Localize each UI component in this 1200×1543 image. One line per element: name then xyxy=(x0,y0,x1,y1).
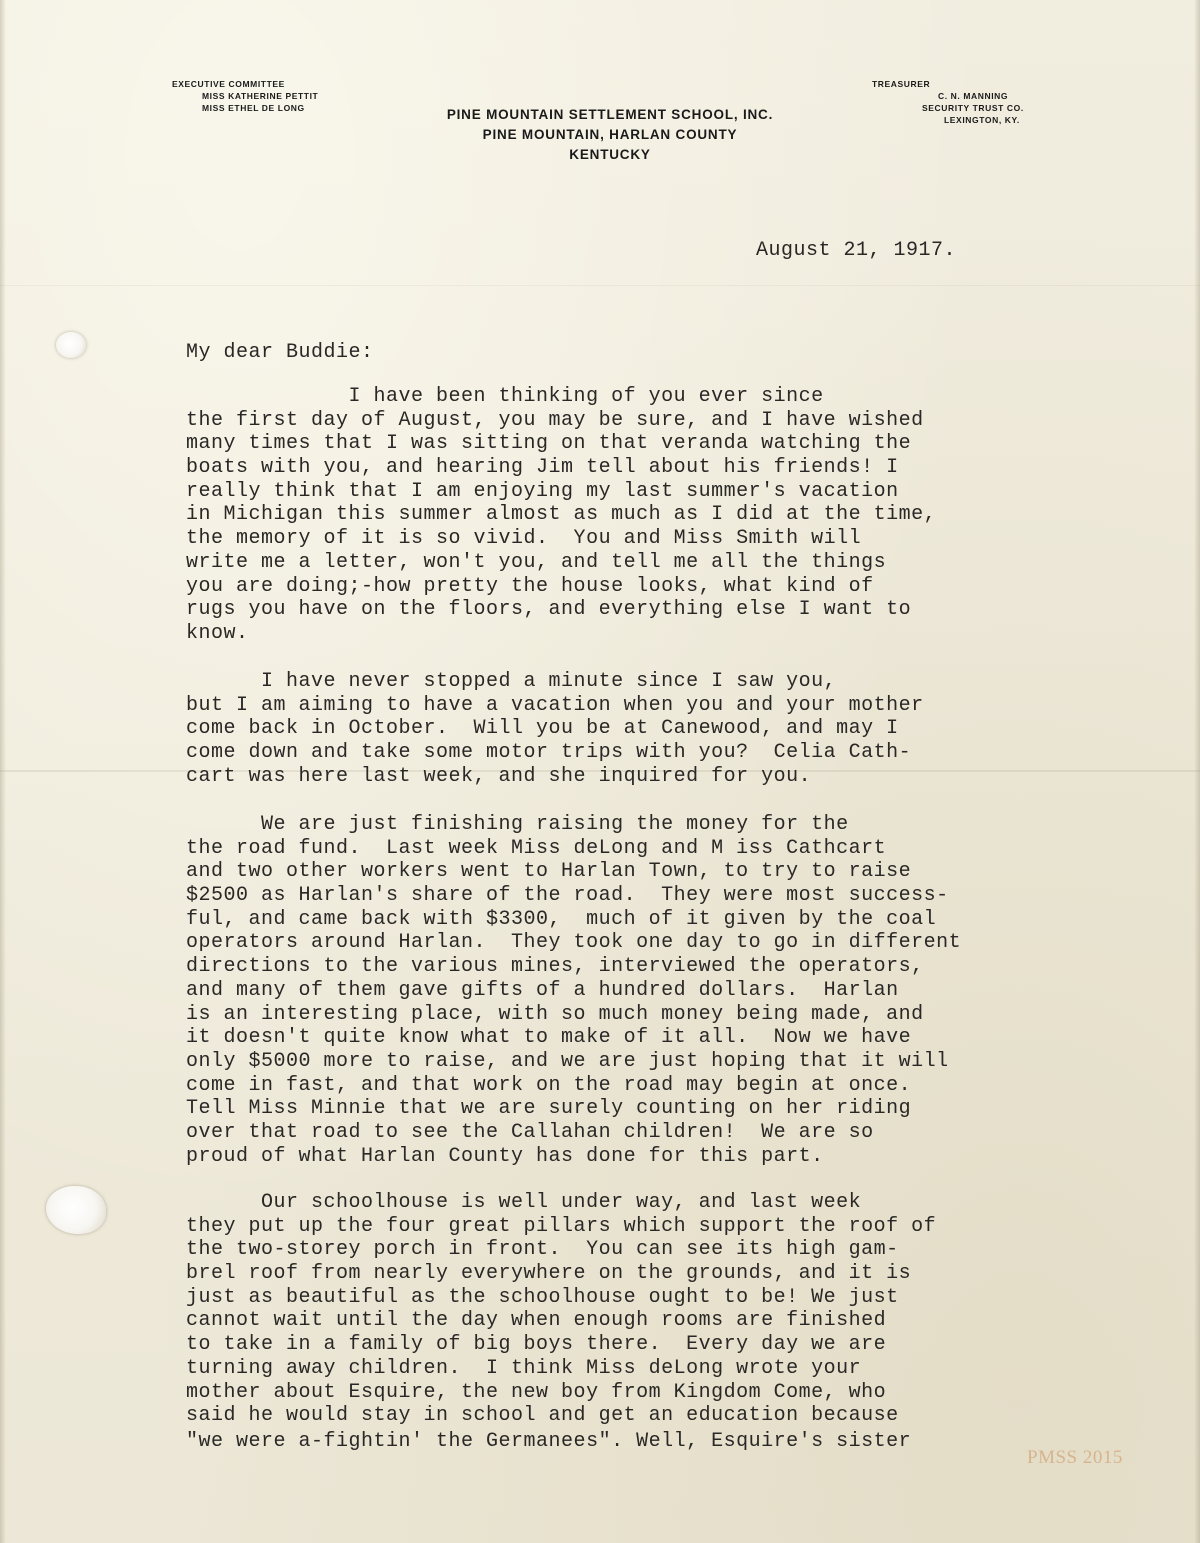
punched-hole xyxy=(56,332,86,358)
text-line: but I am aiming to have a vacation when you and your mother xyxy=(186,693,924,717)
text-line: mother about Esquire, the new boy from Kingdom Come, who xyxy=(186,1380,887,1404)
text-line: the first day of August, you may be sure, and I have wished xyxy=(186,408,924,432)
text-line: I have never stopped a minute since I saw you, xyxy=(186,670,837,693)
text-line: they put up the four great pillars which support the roof of xyxy=(186,1214,937,1238)
text-line: proud of what Harlan County has done for this part. xyxy=(186,1144,824,1168)
paragraph xyxy=(186,670,924,788)
text-line: Tell Miss Minnie that we are surely counting on her riding xyxy=(186,1097,912,1121)
treasurer-title: TREASURER xyxy=(872,79,931,89)
text-line: and two other workers went to Harlan Town, to try to raise xyxy=(186,860,912,884)
text-line: write me a letter, won't you, and tell me all the things xyxy=(186,550,887,574)
text-line: brel roof from nearly everywhere on the grounds, and it is xyxy=(186,1262,912,1286)
school-location: PINE MOUNTAIN, HARLAN COUNTY xyxy=(482,127,738,142)
text-line: Our schoolhouse is well under way, and last week xyxy=(186,1191,862,1214)
paragraph xyxy=(186,813,961,1168)
paragraph xyxy=(186,385,936,646)
text-line: over that road to see the Callahan children! We are so xyxy=(186,1120,874,1144)
executive-committee-block xyxy=(172,78,318,114)
text-line: $2500 as Harlan's share of the road. They were most success- xyxy=(186,884,949,908)
text-line: operators around Harlan. They took one day to go in different xyxy=(186,931,962,955)
text-line: come back in October. Will you be at Canewood, and may I xyxy=(186,717,899,741)
text-line: said he would stay in school and get an education because xyxy=(186,1404,899,1428)
committee-title: EXECUTIVE COMMITTEE xyxy=(172,79,285,89)
paragraph xyxy=(186,1191,936,1456)
text-line: directions to the various mines, interviewed the operators, xyxy=(186,955,924,979)
salutation: My dear Buddie: xyxy=(186,341,374,364)
text-line: it doesn't quite know what to make of it all. Now we have xyxy=(186,1026,912,1050)
text-line: I have been thinking of you ever since xyxy=(186,385,824,408)
text-line: just as beautiful as the schoolhouse ought to be! We just xyxy=(186,1285,899,1309)
committee-member: MISS ETHEL DE LONG xyxy=(202,103,305,113)
text-line: the memory of it is so vivid. You and Miss Smith will xyxy=(186,527,862,551)
text-line: ful, and came back with $3300, much of it given by the coal xyxy=(186,907,937,931)
text-line: cart was here last week, and she inquired for you. xyxy=(186,764,812,788)
text-line: cannot wait until the day when enough rooms are finished xyxy=(186,1309,887,1333)
text-line: and many of them gave gifts of a hundred dollars. Harlan xyxy=(186,978,899,1002)
text-line: the road fund. Last week Miss deLong and M iss Cathcart xyxy=(186,836,887,860)
text-line: "we were a-fightin' the Germanees". Well, Esquire's sister xyxy=(186,1429,912,1453)
school-state: KENTUCKY xyxy=(569,147,651,162)
paper-crease xyxy=(0,285,1200,286)
text-line: is an interesting place, with so much money being made, and xyxy=(186,1002,924,1026)
school-name: PINE MOUNTAIN SETTLEMENT SCHOOL, INC. xyxy=(446,107,774,122)
text-line: know. xyxy=(186,621,249,645)
text-line: come down and take some motor trips with you? Celia Cath- xyxy=(186,741,912,765)
text-line: to take in a family of big boys there. Every day we are xyxy=(186,1333,887,1357)
torn-hole xyxy=(46,1186,106,1234)
committee-member: MISS KATHERINE PETTIT xyxy=(202,91,319,101)
text-line: really think that I am enjoying my last summer's vacation xyxy=(186,479,899,503)
text-line: turning away children. I think Miss deLong wrote your xyxy=(186,1356,862,1380)
text-line: in Michigan this summer almost as much as I did at the time, xyxy=(186,503,937,527)
treasurer-block xyxy=(872,78,1024,126)
text-line: many times that I was sitting on that veranda watching the xyxy=(186,432,912,456)
archive-watermark: PMSS 2015 xyxy=(1027,1447,1123,1468)
text-line: boats with you, and hearing Jim tell about his friends! I xyxy=(186,456,899,480)
letterhead-title xyxy=(380,105,840,165)
text-line: We are just finishing raising the money for the xyxy=(186,813,849,836)
text-line: you are doing;-how pretty the house looks, what kind of xyxy=(186,574,874,598)
treasurer-name: C. N. MANNING xyxy=(938,91,1009,101)
text-line: only $5000 more to raise, and we are just hoping that it will xyxy=(186,1049,949,1073)
treasurer-city: LEXINGTON, KY. xyxy=(944,115,1020,125)
text-line: the two-storey porch in front. You can see its high gam- xyxy=(186,1238,899,1262)
text-line: rugs you have on the floors, and everything else I want to xyxy=(186,598,912,622)
letter-date: August 21, 1917. xyxy=(756,239,957,262)
treasurer-org: SECURITY TRUST CO. xyxy=(922,103,1024,113)
text-line: come in fast, and that work on the road may begin at once. xyxy=(186,1073,912,1097)
